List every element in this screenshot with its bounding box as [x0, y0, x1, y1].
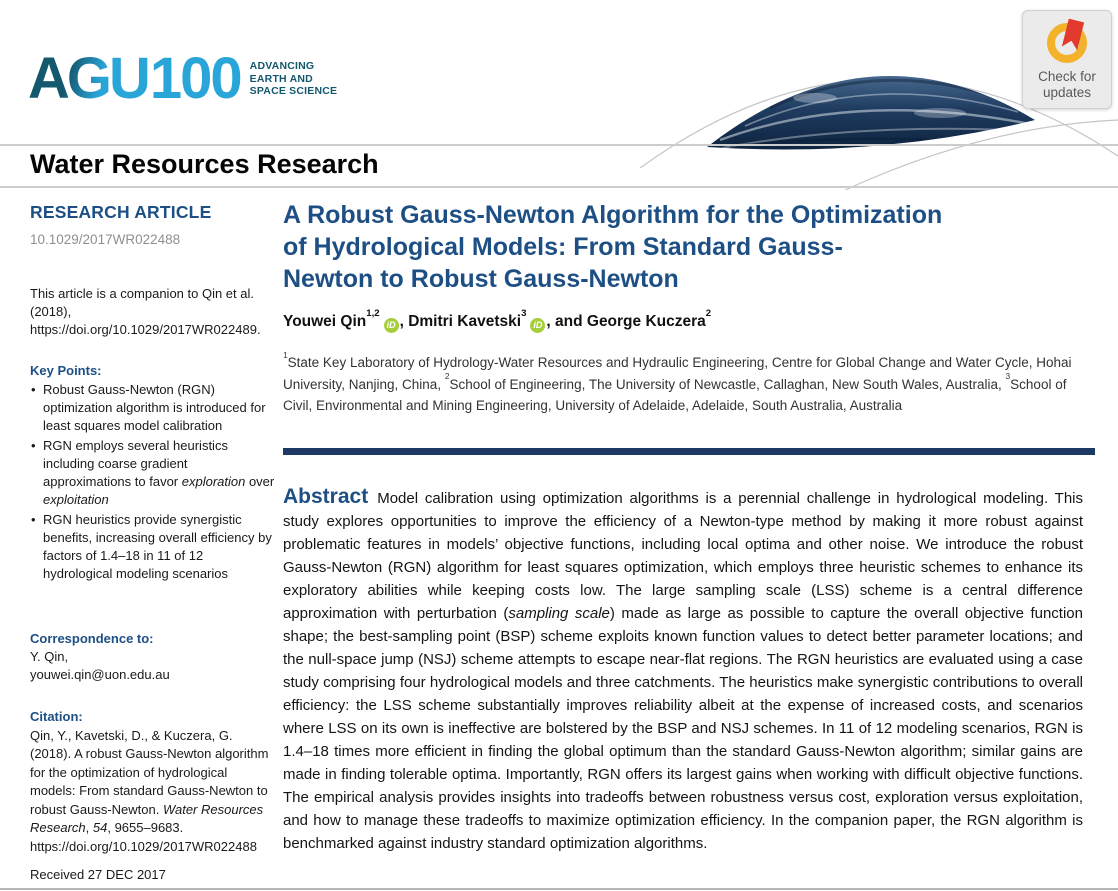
text-segment: RGN employs several heuristics including coarse gradient approximations to favor — [43, 438, 228, 489]
key-points-list — [30, 381, 276, 583]
text-segment: Qin, Y., Kavetski, D., & Kuczera, G. (2018). A robust Gauss-Newton algorithm for the optimization of hydrological models: From standard Gauss-Newton to robust Gauss-Newton. — [30, 727, 269, 817]
text-segment: RGN heuristics provide synergistic benefits, increasing overall efficiency by factors of 1.4–18 in 11 of 12 hydrological modeling scenarios — [43, 512, 272, 581]
check-for-updates-button[interactable] — [1022, 10, 1112, 109]
text-segment: exploration — [181, 474, 246, 489]
text-segment: 1,2 — [366, 307, 380, 319]
text-segment: 1 — [283, 349, 288, 360]
check-for-updates-label-line2: updates — [1042, 85, 1092, 101]
tagline-line: ADVANCING — [249, 60, 315, 73]
text-segment: Robust Gauss-Newton (RGN) optimization algorithm is introduced for least squares model calibration — [43, 382, 266, 433]
article-type-label: RESEARCH ARTICLE — [30, 202, 212, 222]
article-title-line: of Hydrological Models: From Standard Gauss- — [283, 233, 843, 261]
abstract-paragraph — [283, 485, 1083, 855]
text-segment: , — [85, 820, 93, 835]
key-point-item — [30, 381, 276, 435]
tagline-line: SPACE SCIENCE — [249, 85, 338, 98]
agu-logo-text: AGU — [28, 46, 148, 111]
correspondence-section — [30, 630, 276, 684]
abstract-body — [283, 490, 1083, 852]
orcid-icon[interactable]: iD — [384, 318, 399, 333]
text-segment: sampling scale — [508, 605, 610, 622]
received-date: Received 27 DEC 2017 — [30, 867, 166, 882]
journal-name: Water Resources Research — [30, 149, 379, 179]
correspondence-heading: Correspondence to: — [30, 631, 154, 646]
tagline-line: EARTH AND — [249, 72, 313, 85]
text-segment: 3 — [521, 307, 527, 319]
correspondence-name: Y. Qin, — [30, 649, 69, 664]
text-segment: School of Civil, Environmental and Mining Engineering, University of Adelaide, Adelaide, South Australia, Australia — [283, 376, 1067, 413]
citation-section — [30, 708, 276, 856]
text-segment: , and George Kuczera — [546, 313, 706, 330]
article-title-line: A Robust Gauss-Newton Algorithm for the Optimization — [283, 201, 943, 229]
citation-text — [30, 727, 276, 857]
text-segment: 3 — [1005, 371, 1011, 382]
divider — [0, 888, 1118, 890]
key-point-item — [30, 437, 276, 509]
text-segment: School of Engineering, The University of Newcastle, Callaghan, New South Wales, Australia, — [449, 376, 1006, 392]
check-for-updates-label-line1: Check for — [1038, 69, 1096, 84]
text-segment: exploitation — [43, 492, 109, 507]
divider — [0, 186, 1118, 188]
text-segment: Water Resources Research — [30, 801, 264, 835]
check-for-updates-label — [1023, 69, 1111, 102]
key-points-heading: Key Points: — [30, 363, 102, 378]
agu-100-text: 100 — [149, 46, 241, 111]
key-points-section — [30, 362, 276, 585]
text-segment: State Key Laboratory of Hydrology-Water Resources and Hydraulic Engineering, Centre for Global Change and Water Cycle, Hohai University, Nanjing, China, — [283, 355, 1072, 392]
author-list — [283, 307, 1083, 333]
abstract-divider-bar — [283, 448, 1095, 455]
text-segment: Youwei Qin — [283, 313, 367, 330]
check-for-updates-icon — [1044, 20, 1090, 66]
article-doi: 10.1029/2017WR022488 — [30, 232, 181, 247]
text-segment: , 9655–9683. https://doi.org/10.1029/2017WR022488 — [30, 820, 257, 854]
text-segment: over — [245, 474, 275, 489]
article-title — [283, 199, 1073, 295]
text-segment: , Dmitri Kavetski — [399, 313, 522, 330]
agu-tagline — [250, 60, 338, 97]
text-segment: Model calibration using optimization algorithms is a perennial challenge in hydrological modeling. This study explores opportunities to improve the efficiency of a Newton-type method by making it more robust against problematic features in models’ objective functions, including local optima and other noise. We introduce the robust Gauss-Newton (RGN) algorithm for least squares optimization, which employs three heuristic schemes to enhance its exploratory abilities while keeping costs low. The large sampling scale (LSS) scheme is a central difference approximation with perturbation ( — [283, 490, 1083, 622]
article-title-line: Newton to Robust Gauss-Newton — [283, 265, 679, 293]
text-segment: 2 — [705, 307, 712, 319]
text-segment: ) made as large as possible to capture the overall objective function shape; the best-sampling point (BSP) scheme exploits known function values to detect better parameter locations; and the null-space jump (NSJ) scheme attempts to escape near-flat regions. The RGN heuristics are evaluated using a case study comprising four hydrological models and three catchments. The heuristics make synergistic contributions to overall efficiency: the LSS scheme substantially improves reliability albeit at the expense of increased costs, and scenarios where LSS on its own is ineffective are bolstered by the BSP and NSJ schemes. In 11 of 12 modeling scenarios, RGN is 1.4–18 times more efficient in finding the global optimum than the standard Gauss-Newton algorithm; similar gains are made in finding tolerable optima. Importantly, RGN offers its largest gains when working with difficult objective functions. The empirical analysis provides insights into tradeoffs between robustness versus cost, exploration versus exploitation, and how to manage these tradeoffs to maximize optimization efficiency. In the companion paper, the RGN algorithm is benchmarked against industry standard optimization algorithms. — [283, 605, 1083, 852]
agu-logo — [28, 46, 338, 111]
correspondence-email: youwei.qin@uon.edu.au — [30, 667, 170, 682]
companion-note: This article is a companion to Qin et al. (2018), https://doi.org/10.1029/2017WR022489. — [30, 286, 261, 337]
citation-heading: Citation: — [30, 709, 83, 724]
affiliations — [283, 349, 1083, 417]
orcid-icon[interactable]: iD — [530, 318, 545, 333]
text-segment: 2 — [444, 371, 450, 382]
key-point-item — [30, 511, 276, 583]
abstract-heading: Abstract — [283, 485, 369, 508]
divider — [0, 144, 1118, 146]
text-segment: 54 — [92, 820, 108, 835]
